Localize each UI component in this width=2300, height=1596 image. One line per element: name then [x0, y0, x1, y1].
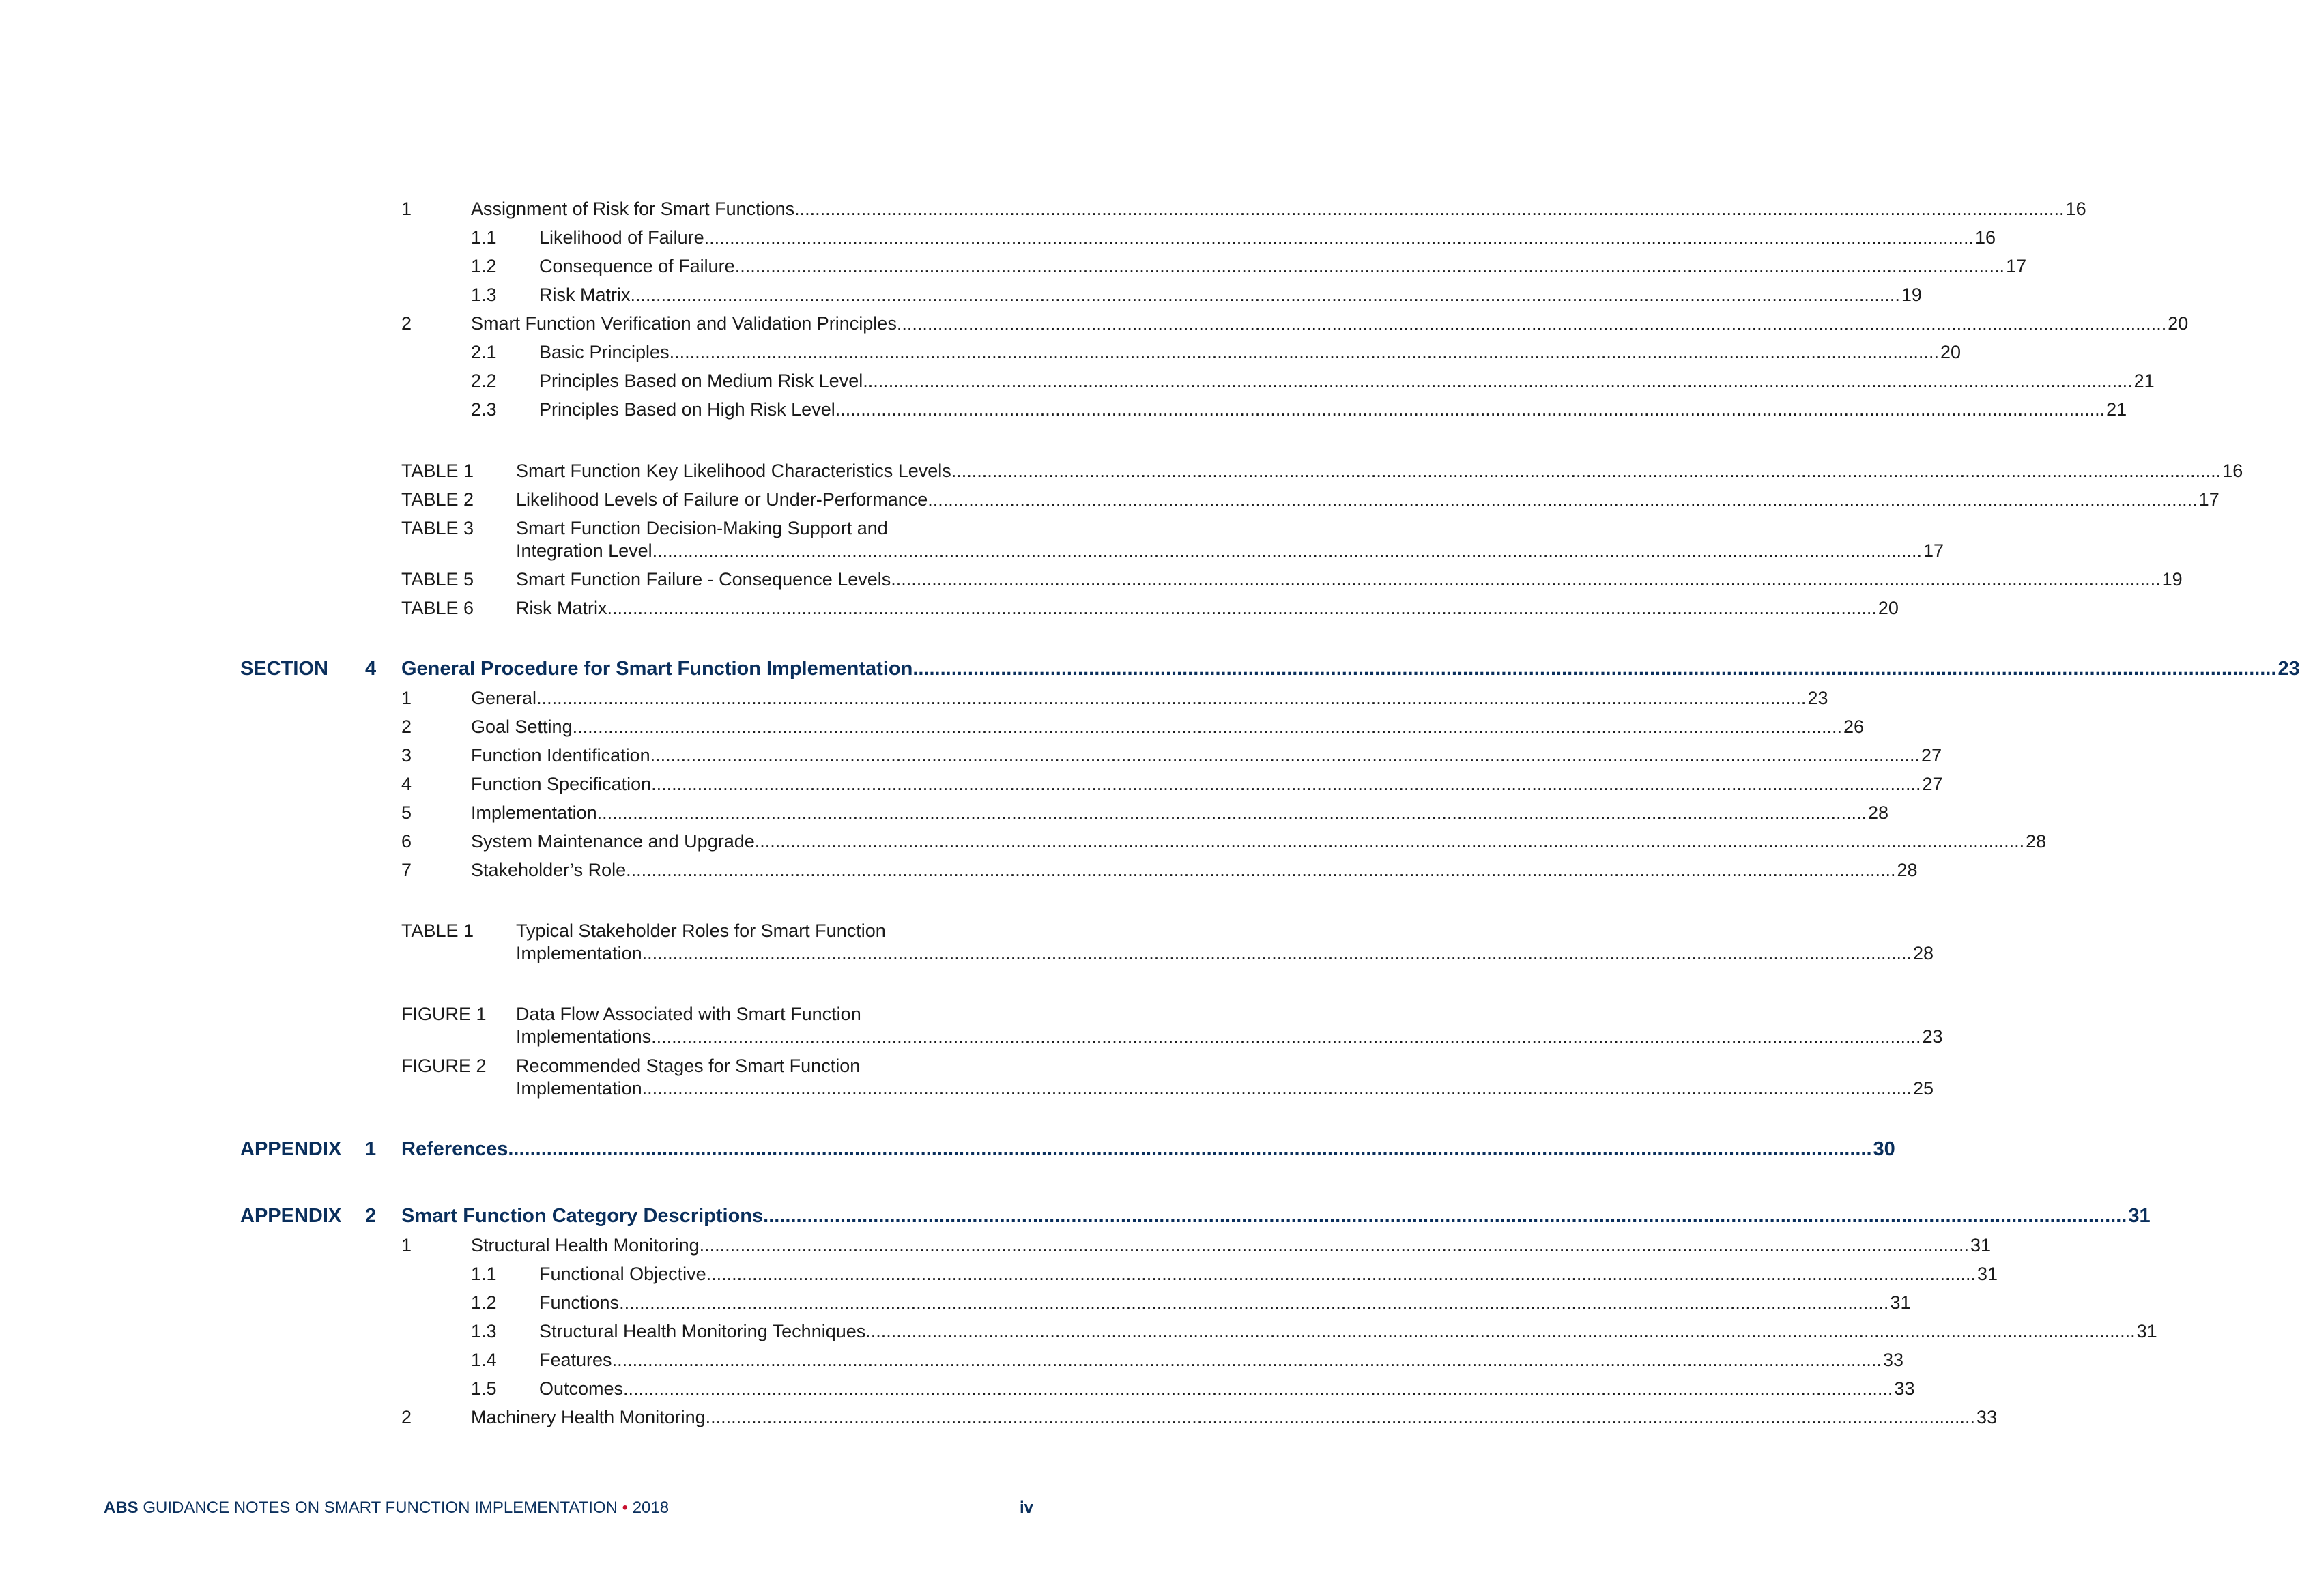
entry-number: 1 [401, 688, 412, 708]
entry-page: 21 [2106, 399, 2127, 420]
entry-number: 3 [401, 745, 412, 766]
section-page: 23 [2277, 658, 2300, 680]
toc-table-entry[interactable] [401, 488, 2219, 511]
toc-entry[interactable] [471, 1262, 1998, 1286]
table-label: TABLE 1 [401, 461, 474, 481]
entry-page: 20 [1940, 342, 1961, 362]
entry-number: 1.3 [471, 285, 497, 305]
toc-entry[interactable] [401, 312, 2189, 335]
section-number: 4 [365, 658, 377, 680]
dot-leader [755, 830, 2024, 853]
entry-title: Implementation [471, 802, 597, 823]
toc-entry[interactable] [471, 283, 1922, 306]
section-label: SECTION [240, 658, 328, 680]
entry-title: Integration Level [516, 540, 652, 561]
entry-page: 27 [1921, 745, 1942, 766]
dot-leader [706, 1406, 1975, 1429]
entry-page: 31 [1890, 1292, 1911, 1313]
entry-page: 23 [1807, 688, 1828, 708]
dot-leader [700, 1234, 1969, 1257]
dot-leader [865, 1320, 2135, 1343]
dot-leader [863, 369, 2132, 392]
entry-page: 26 [1843, 716, 1865, 737]
entry-page: 16 [1975, 227, 1996, 248]
entry-title: Function Specification [471, 774, 652, 794]
toc-entry[interactable] [471, 1291, 1911, 1314]
section-title: General Procedure for Smart Function Implementation [401, 658, 913, 680]
toc-table-entry[interactable] [401, 459, 2243, 482]
entry-page: 33 [1882, 1350, 1903, 1370]
entry-title: Outcomes [539, 1378, 624, 1399]
page-footer [104, 1498, 669, 1518]
entry-number: 1.5 [471, 1378, 497, 1399]
entry-title: Principles Based on Medium Risk Level [539, 371, 863, 391]
entry-page: 28 [1897, 860, 1918, 880]
entry-number: 1.3 [471, 1321, 497, 1341]
footer-page-number: iv [1019, 1498, 1033, 1517]
entry-title: Risk Matrix [516, 598, 607, 618]
toc-entry[interactable] [471, 369, 2155, 392]
entry-page: 33 [1976, 1407, 1998, 1427]
table-label: TABLE 6 [401, 598, 474, 618]
appendix-title: References [401, 1138, 508, 1160]
dot-leader [706, 1262, 1976, 1286]
entry-number: 1.2 [471, 1292, 497, 1313]
appendix-page: 31 [2128, 1205, 2151, 1227]
appendix-number: 1 [365, 1138, 377, 1160]
dot-leader [631, 283, 1900, 306]
dot-leader [670, 340, 1939, 364]
entry-page: 27 [1922, 774, 1943, 794]
entry-title: Structural Health Monitoring [471, 1235, 700, 1256]
entry-page: 17 [2198, 489, 2219, 510]
dot-leader [891, 568, 2160, 591]
appendix-page: 30 [1873, 1138, 1895, 1160]
entry-number: 1 [401, 1235, 412, 1256]
entry-page: 31 [1970, 1235, 1992, 1256]
toc-entry[interactable] [471, 1348, 1903, 1372]
entry-page: 31 [1977, 1264, 1998, 1284]
entry-title: Implementation [516, 1078, 642, 1099]
entry-number: 2 [401, 1407, 412, 1427]
entry-title: Goal Setting [471, 716, 573, 737]
entry-title-line1: Typical Stakeholder Roles for Smart Function [516, 920, 886, 941]
footer-brand: ABS [104, 1498, 139, 1517]
entry-page: 17 [2006, 256, 2027, 276]
entry-title: Structural Health Monitoring Techniques [539, 1321, 866, 1341]
dot-leader [623, 1377, 1893, 1400]
toc-entry[interactable] [471, 255, 2027, 278]
entry-title-line1: Smart Function Decision-Making Support and [516, 518, 888, 538]
dot-leader [642, 1077, 1912, 1100]
entry-page: 23 [1922, 1026, 1943, 1047]
entry-number: 1.2 [471, 256, 497, 276]
toc-entry[interactable] [401, 744, 1942, 767]
toc-entry[interactable] [401, 197, 2086, 220]
dot-leader [573, 715, 1842, 738]
entry-number: 2.1 [471, 342, 497, 362]
dot-leader [597, 801, 1867, 824]
entry-page: 19 [1901, 285, 1922, 305]
dot-leader [612, 1348, 1882, 1372]
entry-number: 4 [401, 774, 412, 794]
toc-table-entry[interactable] [516, 539, 1944, 562]
dot-leader [651, 772, 1921, 796]
section-heading[interactable] [401, 657, 2300, 680]
entry-title: Likelihood Levels of Failure or Under-Performance [516, 489, 928, 510]
entry-number: 5 [401, 802, 412, 823]
dot-leader [642, 942, 1912, 965]
entry-title: Risk Matrix [539, 285, 631, 305]
toc-table-entry[interactable] [401, 596, 1899, 620]
entry-page: 20 [1878, 598, 1899, 618]
entry-title: Smart Function Key Likelihood Characteristics Levels [516, 461, 951, 481]
table-label: TABLE 1 [401, 920, 474, 941]
dot-leader [536, 686, 1806, 710]
entry-title: Machinery Health Monitoring [471, 1407, 706, 1427]
dot-leader [951, 459, 2221, 482]
footer-title: GUIDANCE NOTES ON SMART FUNCTION IMPLEMENTATION [143, 1498, 618, 1517]
dot-leader [735, 255, 2004, 278]
dot-leader [650, 744, 1920, 767]
entry-title-line1: Data Flow Associated with Smart Function [516, 1004, 861, 1024]
toc-entry[interactable] [401, 772, 1943, 796]
toc-entry[interactable] [401, 858, 1918, 882]
entry-page: 21 [2133, 371, 2155, 391]
footer-bullet: • [622, 1498, 629, 1517]
toc-entry[interactable] [471, 1320, 2157, 1343]
entry-title: Features [539, 1350, 612, 1370]
entry-page: 16 [2222, 461, 2243, 481]
dot-leader [626, 858, 1895, 882]
entry-title: Assignment of Risk for Smart Functions [471, 199, 795, 219]
toc-figure-entry[interactable] [516, 1077, 1934, 1100]
entry-title: Function Identification [471, 745, 650, 766]
entry-title: System Maintenance and Upgrade [471, 831, 755, 852]
entry-title: Principles Based on High Risk Level [539, 399, 835, 420]
entry-number: 2 [401, 313, 412, 334]
appendix-heading[interactable] [401, 1137, 1895, 1161]
entry-number: 1.4 [471, 1350, 497, 1370]
entry-number: 1.1 [471, 227, 497, 248]
entry-title: Basic Principles [539, 342, 670, 362]
appendix-label: APPENDIX [240, 1138, 342, 1160]
appendix-heading[interactable] [401, 1204, 2151, 1228]
entry-title: Smart Function Verification and Validation Principles [471, 313, 897, 334]
dot-leader [835, 398, 2105, 421]
entry-number: 7 [401, 860, 412, 880]
toc-entry[interactable] [471, 340, 1961, 364]
entry-number: 6 [401, 831, 412, 852]
toc-entry[interactable] [471, 1377, 1915, 1400]
toc-entry[interactable] [401, 715, 1865, 738]
table-label: TABLE 2 [401, 489, 474, 510]
dot-leader [651, 1025, 1921, 1048]
toc-entry[interactable] [401, 1234, 1992, 1257]
entry-number: 2.3 [471, 399, 497, 420]
dot-leader [928, 488, 2197, 511]
entry-page: 28 [1867, 802, 1889, 823]
entry-number: 1 [401, 199, 412, 219]
entry-title: Consequence of Failure [539, 256, 735, 276]
toc-entry[interactable] [401, 1406, 1998, 1429]
entry-page: 17 [1923, 540, 1944, 561]
appendix-label: APPENDIX [240, 1205, 342, 1227]
dot-leader [607, 596, 1877, 620]
dot-leader [704, 226, 1974, 249]
entry-title: Likelihood of Failure [539, 227, 704, 248]
appendix-number: 2 [365, 1205, 377, 1227]
dot-leader [652, 539, 1922, 562]
toc-entry[interactable] [401, 830, 2047, 853]
entry-number: 2 [401, 716, 412, 737]
table-label: TABLE 3 [401, 518, 474, 538]
dot-leader [508, 1137, 1871, 1161]
entry-page: 28 [2026, 831, 2047, 852]
entry-page: 19 [2161, 569, 2183, 590]
toc-entry[interactable] [401, 801, 1889, 824]
entry-title: Stakeholder’s Role [471, 860, 627, 880]
entry-title: General [471, 688, 537, 708]
entry-number: 1.1 [471, 1264, 497, 1284]
entry-page: 16 [2065, 199, 2086, 219]
figure-label: FIGURE 1 [401, 1004, 487, 1024]
dot-leader [763, 1204, 2127, 1228]
entry-page: 20 [2168, 313, 2189, 334]
footer-year: 2018 [632, 1498, 670, 1517]
entry-title: Implementations [516, 1026, 652, 1047]
appendix-title: Smart Function Category Descriptions [401, 1205, 764, 1227]
entry-page: 28 [1912, 943, 1934, 963]
table-label: TABLE 5 [401, 569, 474, 590]
entry-title: Implementation [516, 943, 642, 963]
entry-page: 25 [1912, 1078, 1934, 1099]
figure-label: FIGURE 2 [401, 1056, 487, 1076]
toc-entry[interactable] [471, 398, 2127, 421]
dot-leader [897, 312, 2166, 335]
toc-table-entry[interactable] [401, 568, 2183, 591]
entry-title: Functions [539, 1292, 620, 1313]
toc-figure-entry[interactable] [516, 1025, 1943, 1048]
entry-number: 2.2 [471, 371, 497, 391]
entry-title-line1: Recommended Stages for Smart Function [516, 1056, 861, 1076]
dot-leader [912, 657, 2276, 680]
entry-page: 33 [1894, 1378, 1915, 1399]
entry-page: 31 [2136, 1321, 2157, 1341]
toc-table-entry[interactable] [516, 942, 1934, 965]
toc-entry[interactable] [471, 226, 1996, 249]
dot-leader [794, 197, 2064, 220]
dot-leader [619, 1291, 1888, 1314]
entry-title: Smart Function Failure - Consequence Levels [516, 569, 891, 590]
toc-entry[interactable] [401, 686, 1828, 710]
entry-title: Functional Objective [539, 1264, 706, 1284]
